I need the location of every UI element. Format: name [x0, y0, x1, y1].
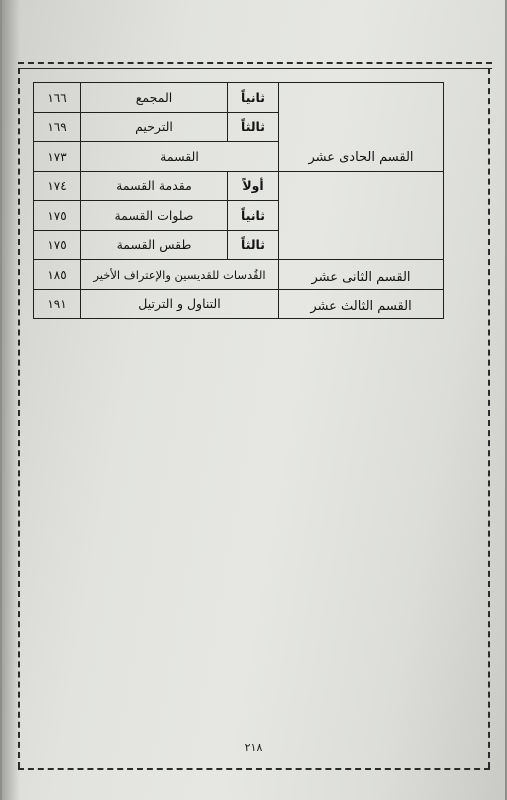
order-cell [228, 230, 279, 260]
frame-top-border [18, 62, 492, 69]
book-page [2, 0, 505, 800]
toc-row [34, 171, 444, 201]
section-label: القسم الثالث عشر [310, 299, 412, 314]
toc-row [34, 83, 444, 113]
title-cell [81, 171, 228, 201]
frame-right-border [488, 68, 490, 768]
title-cell [81, 112, 228, 142]
page-cell [34, 83, 81, 113]
entry-title: مقدمة القسمة [116, 178, 192, 194]
page-cell [34, 142, 81, 172]
title-cell [81, 289, 279, 319]
section-label: القسم الثانى عشر [311, 269, 411, 285]
page-cell [34, 230, 81, 260]
entry-title: طقس القسمة [116, 237, 192, 253]
page-ref: ١٦٦ [47, 90, 67, 105]
order-cell [228, 201, 279, 231]
page-ref: ١٦٩ [47, 120, 67, 135]
page-cell [34, 289, 81, 319]
page-number: ٢١٨ [244, 741, 263, 754]
order-cell [228, 83, 279, 113]
page-cell [34, 201, 81, 231]
frame-bottom-border [18, 768, 490, 770]
section-cell [279, 171, 444, 260]
page-ref: ١٨٥ [47, 267, 67, 282]
page-ref: ١٧٥ [47, 238, 67, 253]
page-ref: ١٧٥ [47, 208, 67, 223]
entry-title: صلوات القسمة [114, 207, 194, 223]
entry-title: الترحيم [135, 119, 173, 135]
page-ref: ١٧٤ [47, 179, 67, 194]
toc-row [34, 260, 444, 290]
entry-title: القسمة [160, 148, 199, 164]
page-ref: ١٧٣ [47, 149, 67, 164]
title-cell [81, 230, 228, 260]
title-cell [81, 83, 228, 113]
order-label: ثانياً [241, 207, 265, 223]
section-label: القسم الحادى عشر [308, 149, 414, 165]
page-cell [34, 260, 81, 290]
section-cell [279, 83, 444, 172]
toc-row [34, 289, 444, 319]
page-cell [34, 112, 81, 142]
title-cell [81, 260, 279, 290]
title-cell [81, 142, 279, 172]
entry-title: التناول و الترتيل [138, 296, 221, 312]
order-cell [228, 112, 279, 142]
page-ref: ١٩١ [47, 297, 67, 312]
frame-left-border [18, 68, 20, 768]
order-label: ثالثاً [241, 119, 265, 135]
section-cell [279, 289, 444, 319]
order-label: ثانياً [241, 89, 265, 105]
entry-title: القُدسات للقديسين والإعتراف الأخير [93, 267, 266, 282]
order-label: ثالثاً [241, 237, 265, 253]
entry-title: المجمع [135, 89, 173, 105]
title-cell [81, 201, 228, 231]
order-label: أولاً [242, 178, 264, 194]
page-cell [34, 171, 81, 201]
order-cell [228, 171, 279, 201]
section-cell [279, 260, 444, 290]
table-of-contents [33, 82, 444, 319]
